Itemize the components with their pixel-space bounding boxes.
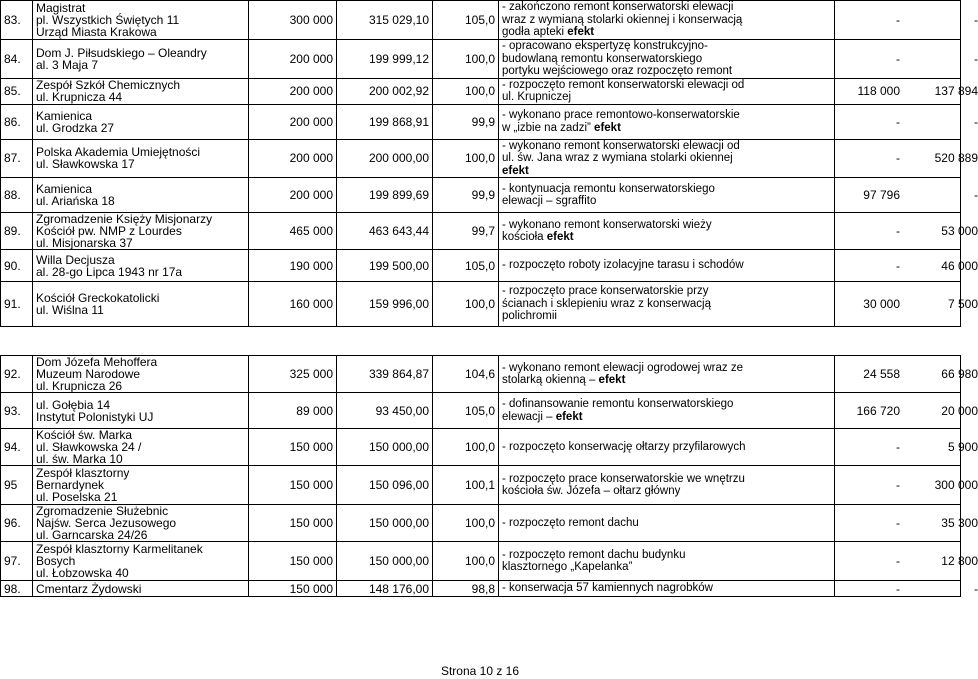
spent-amount: 315 029,10 bbox=[337, 1, 433, 40]
funding-year-1: 166 720 bbox=[856, 403, 900, 418]
percent-value: 100,0 bbox=[433, 429, 499, 466]
description-text: - rozpoczęto roboty izolacyjne tarasu i schodów bbox=[502, 259, 744, 272]
object-name: Polska Akademia Umiejętności ul. Sławkowska 17 bbox=[33, 139, 249, 178]
description-text: - rozpoczęto prace konserwatorskie przy ścianach i sklepieniu wraz z konserwacją polichromii bbox=[502, 285, 712, 323]
work-description bbox=[499, 356, 835, 393]
percent-value: 105,0 bbox=[433, 393, 499, 429]
planned-amount: 200 000 bbox=[249, 139, 337, 178]
funding-year-1: - bbox=[896, 258, 900, 273]
spent-amount: 200 000,00 bbox=[337, 139, 433, 178]
planned-amount: 200 000 bbox=[249, 178, 337, 213]
description-text: - wykonano remont konserwatorski elewacji od ul. św. Jana wraz z wymiana stolarki okiennej bbox=[502, 139, 740, 164]
description-text: - rozpoczęto remont konserwatorski elewacji od ul. Krupniczej bbox=[502, 78, 745, 103]
planned-amount: 160 000 bbox=[249, 282, 337, 327]
object-name: Zgromadzenie Służebnic Najśw. Serca Jezusowego ul. Garncarska 24/26 bbox=[33, 505, 249, 542]
table-row bbox=[1, 40, 961, 79]
work-description bbox=[499, 429, 835, 466]
table-row bbox=[1, 356, 961, 393]
description-text: - kontynuacja remontu konserwatorskiego elewacji – sgraffito bbox=[502, 182, 715, 207]
work-description bbox=[499, 139, 835, 178]
effect-label: efekt bbox=[598, 374, 626, 386]
spent-amount: 159 996,00 bbox=[337, 282, 433, 327]
object-name: Zespół klasztorny Karmelitanek Bosych ul. Łobzowska 40 bbox=[33, 542, 249, 581]
funding-year-2: 53 000 bbox=[941, 224, 978, 238]
funding-year-2: 66 980 bbox=[941, 367, 978, 381]
prior-years-funding bbox=[835, 466, 978, 505]
object-name: Zgromadzenie Księży Misjonarzy Kościół pw. NMP z Lourdes ul. Misjonarska 37 bbox=[33, 213, 249, 250]
work-description bbox=[499, 542, 835, 581]
funding-year-2: 5 900 bbox=[947, 440, 978, 454]
spent-amount: 93 450,00 bbox=[337, 393, 433, 429]
work-description bbox=[499, 104, 835, 139]
object-name: ul. Gołębia 14 Instytut Polonistyki UJ bbox=[33, 393, 249, 429]
planned-amount: 190 000 bbox=[249, 250, 337, 282]
funding-year-2: 137 894 bbox=[934, 84, 978, 98]
row-number: 98. bbox=[1, 581, 33, 597]
description-text: - rozpoczęto prace konserwatorskie we wnętrzu kościoła św. Józefa – ołtarz główny bbox=[502, 472, 745, 497]
spent-amount: 339 864,87 bbox=[337, 356, 433, 393]
object-name: Kamienica ul. Ariańska 18 bbox=[33, 178, 249, 213]
row-number: 92. bbox=[1, 356, 33, 393]
row-number: 86. bbox=[1, 104, 33, 139]
funding-year-1: - bbox=[896, 224, 900, 238]
funding-year-1: - bbox=[896, 51, 900, 66]
funding-year-2: - bbox=[974, 188, 978, 202]
work-description bbox=[499, 581, 835, 597]
row-number: 83. bbox=[1, 1, 33, 40]
work-description bbox=[499, 505, 835, 542]
prior-years-funding bbox=[835, 393, 978, 429]
row-number: 90. bbox=[1, 250, 33, 282]
description-text: - rozpoczęto remont dachu budynku klasztornego „Kapelanka” bbox=[502, 548, 686, 573]
description-text: - rozpoczęto remont dachu bbox=[502, 516, 639, 529]
planned-amount: 300 000 bbox=[249, 1, 337, 40]
spent-amount: 150 000,00 bbox=[337, 429, 433, 466]
table-row bbox=[1, 393, 961, 429]
funding-year-2: 300 000 bbox=[934, 478, 978, 492]
prior-years-funding bbox=[835, 178, 978, 213]
object-name: Willa Decjusza al. 28-go Lipca 1943 nr 17a bbox=[33, 250, 249, 282]
planned-amount: 150 000 bbox=[249, 542, 337, 581]
percent-value: 105,0 bbox=[433, 1, 499, 40]
spent-amount: 200 002,92 bbox=[337, 78, 433, 104]
percent-value: 100,0 bbox=[433, 40, 499, 79]
table-row bbox=[1, 139, 961, 178]
work-description bbox=[499, 250, 835, 282]
planned-amount: 200 000 bbox=[249, 40, 337, 79]
planned-amount: 325 000 bbox=[249, 356, 337, 393]
description-text: - wykonano remont elewacji ogrodowej wraz ze stolarką okienną – bbox=[502, 361, 743, 386]
work-description bbox=[499, 393, 835, 429]
row-number: 87. bbox=[1, 139, 33, 178]
spent-amount: 199 868,91 bbox=[337, 104, 433, 139]
work-description bbox=[499, 213, 835, 250]
description-text: - opracowano ekspertyzę konstrukcyjno- budowlaną remontu konserwatorskiego portyku wejściowego oraz rozpoczęto remont bbox=[502, 40, 733, 77]
percent-value: 99,9 bbox=[433, 104, 499, 139]
description-text: - wykonano prace remontowo-konserwatorskie w „izbie na zadzi” bbox=[502, 109, 740, 134]
object-name: Zespół Szkół Chemicznych ul. Krupnicza 44 bbox=[33, 78, 249, 104]
row-number: 94. bbox=[1, 429, 33, 466]
planned-amount: 89 000 bbox=[249, 393, 337, 429]
work-description bbox=[499, 282, 835, 327]
row-number: 95 bbox=[1, 466, 33, 505]
monuments-table-part1 bbox=[0, 0, 978, 327]
spent-amount: 199 899,69 bbox=[337, 178, 433, 213]
funding-year-2: 46 000 bbox=[941, 258, 978, 273]
planned-amount: 200 000 bbox=[249, 104, 337, 139]
planned-amount: 150 000 bbox=[249, 429, 337, 466]
percent-value: 100,0 bbox=[433, 78, 499, 104]
planned-amount: 150 000 bbox=[249, 466, 337, 505]
funding-year-1: - bbox=[896, 478, 900, 492]
percent-value: 100,0 bbox=[433, 139, 499, 178]
monuments-table-part2 bbox=[0, 355, 978, 597]
funding-year-1: 30 000 bbox=[863, 297, 900, 311]
prior-years-funding bbox=[835, 282, 978, 327]
prior-years-funding bbox=[835, 213, 978, 250]
funding-year-1: - bbox=[896, 554, 900, 568]
spent-amount: 463 643,44 bbox=[337, 213, 433, 250]
funding-year-1: - bbox=[896, 114, 900, 129]
table-row bbox=[1, 213, 961, 250]
percent-value: 100,0 bbox=[433, 542, 499, 581]
funding-year-2: 7 500 bbox=[947, 297, 978, 311]
funding-year-2: - bbox=[974, 51, 978, 66]
spent-amount: 150 096,00 bbox=[337, 466, 433, 505]
effect-label: efekt bbox=[594, 121, 621, 134]
page-number: Strona 10 z 16 bbox=[440, 664, 520, 678]
funding-year-2: 20 000 bbox=[941, 403, 978, 418]
row-number: 85. bbox=[1, 78, 33, 104]
funding-year-1: - bbox=[896, 516, 900, 530]
funding-year-1: - bbox=[896, 13, 900, 27]
funding-year-2: 520 889 bbox=[934, 151, 978, 166]
description-text: - zakończono remont konserwatorski elewacji wraz z wymianą stolarki okiennej i konserwacją godła apteki bbox=[502, 1, 743, 39]
table-row bbox=[1, 78, 961, 104]
work-description bbox=[499, 1, 835, 40]
percent-value: 98,8 bbox=[433, 581, 499, 597]
funding-year-2: 12 800 bbox=[941, 554, 978, 568]
funding-year-1: 24 558 bbox=[863, 367, 900, 381]
object-name: Kościół Greckokatolicki ul. Wiślna 11 bbox=[33, 282, 249, 327]
table-row bbox=[1, 178, 961, 213]
description-text: - dofinansowanie remontu konserwatorskiego elewacji – bbox=[502, 398, 734, 423]
row-number: 96. bbox=[1, 505, 33, 542]
description-text: - rozpoczęto konserwację ołtarzy przyfilarowych bbox=[502, 440, 746, 453]
effect-label: efekt bbox=[567, 26, 595, 39]
description-text: - konserwacja 57 kamiennych nagrobków bbox=[502, 582, 713, 595]
spent-amount: 199 500,00 bbox=[337, 250, 433, 282]
effect-label: efekt bbox=[555, 410, 583, 423]
percent-value: 104,6 bbox=[433, 356, 499, 393]
planned-amount: 465 000 bbox=[249, 213, 337, 250]
funding-year-2: - bbox=[974, 114, 978, 129]
table-row bbox=[1, 1, 961, 40]
work-description bbox=[499, 78, 835, 104]
prior-years-funding bbox=[835, 581, 978, 597]
prior-years-funding bbox=[835, 104, 978, 139]
funding-year-1: 118 000 bbox=[857, 84, 900, 98]
prior-years-funding bbox=[835, 40, 978, 79]
planned-amount: 150 000 bbox=[249, 581, 337, 597]
effect-label: efekt bbox=[546, 231, 574, 243]
effect-label: efekt bbox=[502, 164, 529, 177]
object-name: Kamienica ul. Grodzka 27 bbox=[33, 104, 249, 139]
object-name: Kościół św. Marka ul. Sławkowska 24 / ul. św. Marka 10 bbox=[33, 429, 249, 466]
percent-value: 100,0 bbox=[433, 505, 499, 542]
object-name: Zespół klasztorny Bernardynek ul. Poselska 21 bbox=[33, 466, 249, 505]
table-row bbox=[1, 505, 961, 542]
prior-years-funding bbox=[835, 542, 978, 581]
funding-year-1: - bbox=[896, 440, 900, 454]
table-row bbox=[1, 250, 961, 282]
row-number: 88. bbox=[1, 178, 33, 213]
spent-amount: 148 176,00 bbox=[337, 581, 433, 597]
prior-years-funding bbox=[835, 429, 978, 466]
table-row bbox=[1, 542, 961, 581]
prior-years-funding bbox=[835, 505, 978, 542]
funding-year-1: - bbox=[896, 151, 900, 166]
table-row bbox=[1, 581, 961, 597]
row-number: 91. bbox=[1, 282, 33, 327]
prior-years-funding bbox=[835, 356, 978, 393]
table-row bbox=[1, 466, 961, 505]
percent-value: 100,0 bbox=[433, 282, 499, 327]
table-row bbox=[1, 104, 961, 139]
object-name: Magistrat pl. Wszystkich Świętych 11 Urząd Miasta Krakowa bbox=[33, 1, 249, 40]
work-description bbox=[499, 40, 835, 79]
row-number: 93. bbox=[1, 393, 33, 429]
object-name: Dom J. Piłsudskiego – Oleandry al. 3 Maja 7 bbox=[33, 40, 249, 79]
percent-value: 100,1 bbox=[433, 466, 499, 505]
planned-amount: 150 000 bbox=[249, 505, 337, 542]
funding-year-1: 97 796 bbox=[863, 188, 900, 202]
description-text: - wykonano remont konserwatorski wieży kościoła bbox=[502, 218, 712, 243]
funding-year-2: 35 300 bbox=[941, 516, 978, 530]
funding-year-1: - bbox=[896, 581, 900, 596]
spent-amount: 199 999,12 bbox=[337, 40, 433, 79]
table-row bbox=[1, 282, 961, 327]
object-name: Cmentarz Żydowski bbox=[33, 581, 249, 597]
prior-years-funding bbox=[835, 78, 978, 104]
work-description bbox=[499, 178, 835, 213]
prior-years-funding bbox=[835, 139, 978, 178]
spent-amount: 150 000,00 bbox=[337, 505, 433, 542]
planned-amount: 200 000 bbox=[249, 78, 337, 104]
funding-year-2: - bbox=[974, 13, 978, 27]
prior-years-funding bbox=[835, 250, 978, 282]
table-row bbox=[1, 429, 961, 466]
percent-value: 105,0 bbox=[433, 250, 499, 282]
row-number: 97. bbox=[1, 542, 33, 581]
spent-amount: 150 000,00 bbox=[337, 542, 433, 581]
funding-year-2: - bbox=[974, 581, 978, 596]
row-number: 84. bbox=[1, 40, 33, 79]
percent-value: 99,7 bbox=[433, 213, 499, 250]
object-name: Dom Józefa Mehoffera Muzeum Narodowe ul. Krupnicza 26 bbox=[33, 356, 249, 393]
row-number: 89. bbox=[1, 213, 33, 250]
percent-value: 99,9 bbox=[433, 178, 499, 213]
prior-years-funding bbox=[835, 1, 978, 40]
work-description bbox=[499, 466, 835, 505]
